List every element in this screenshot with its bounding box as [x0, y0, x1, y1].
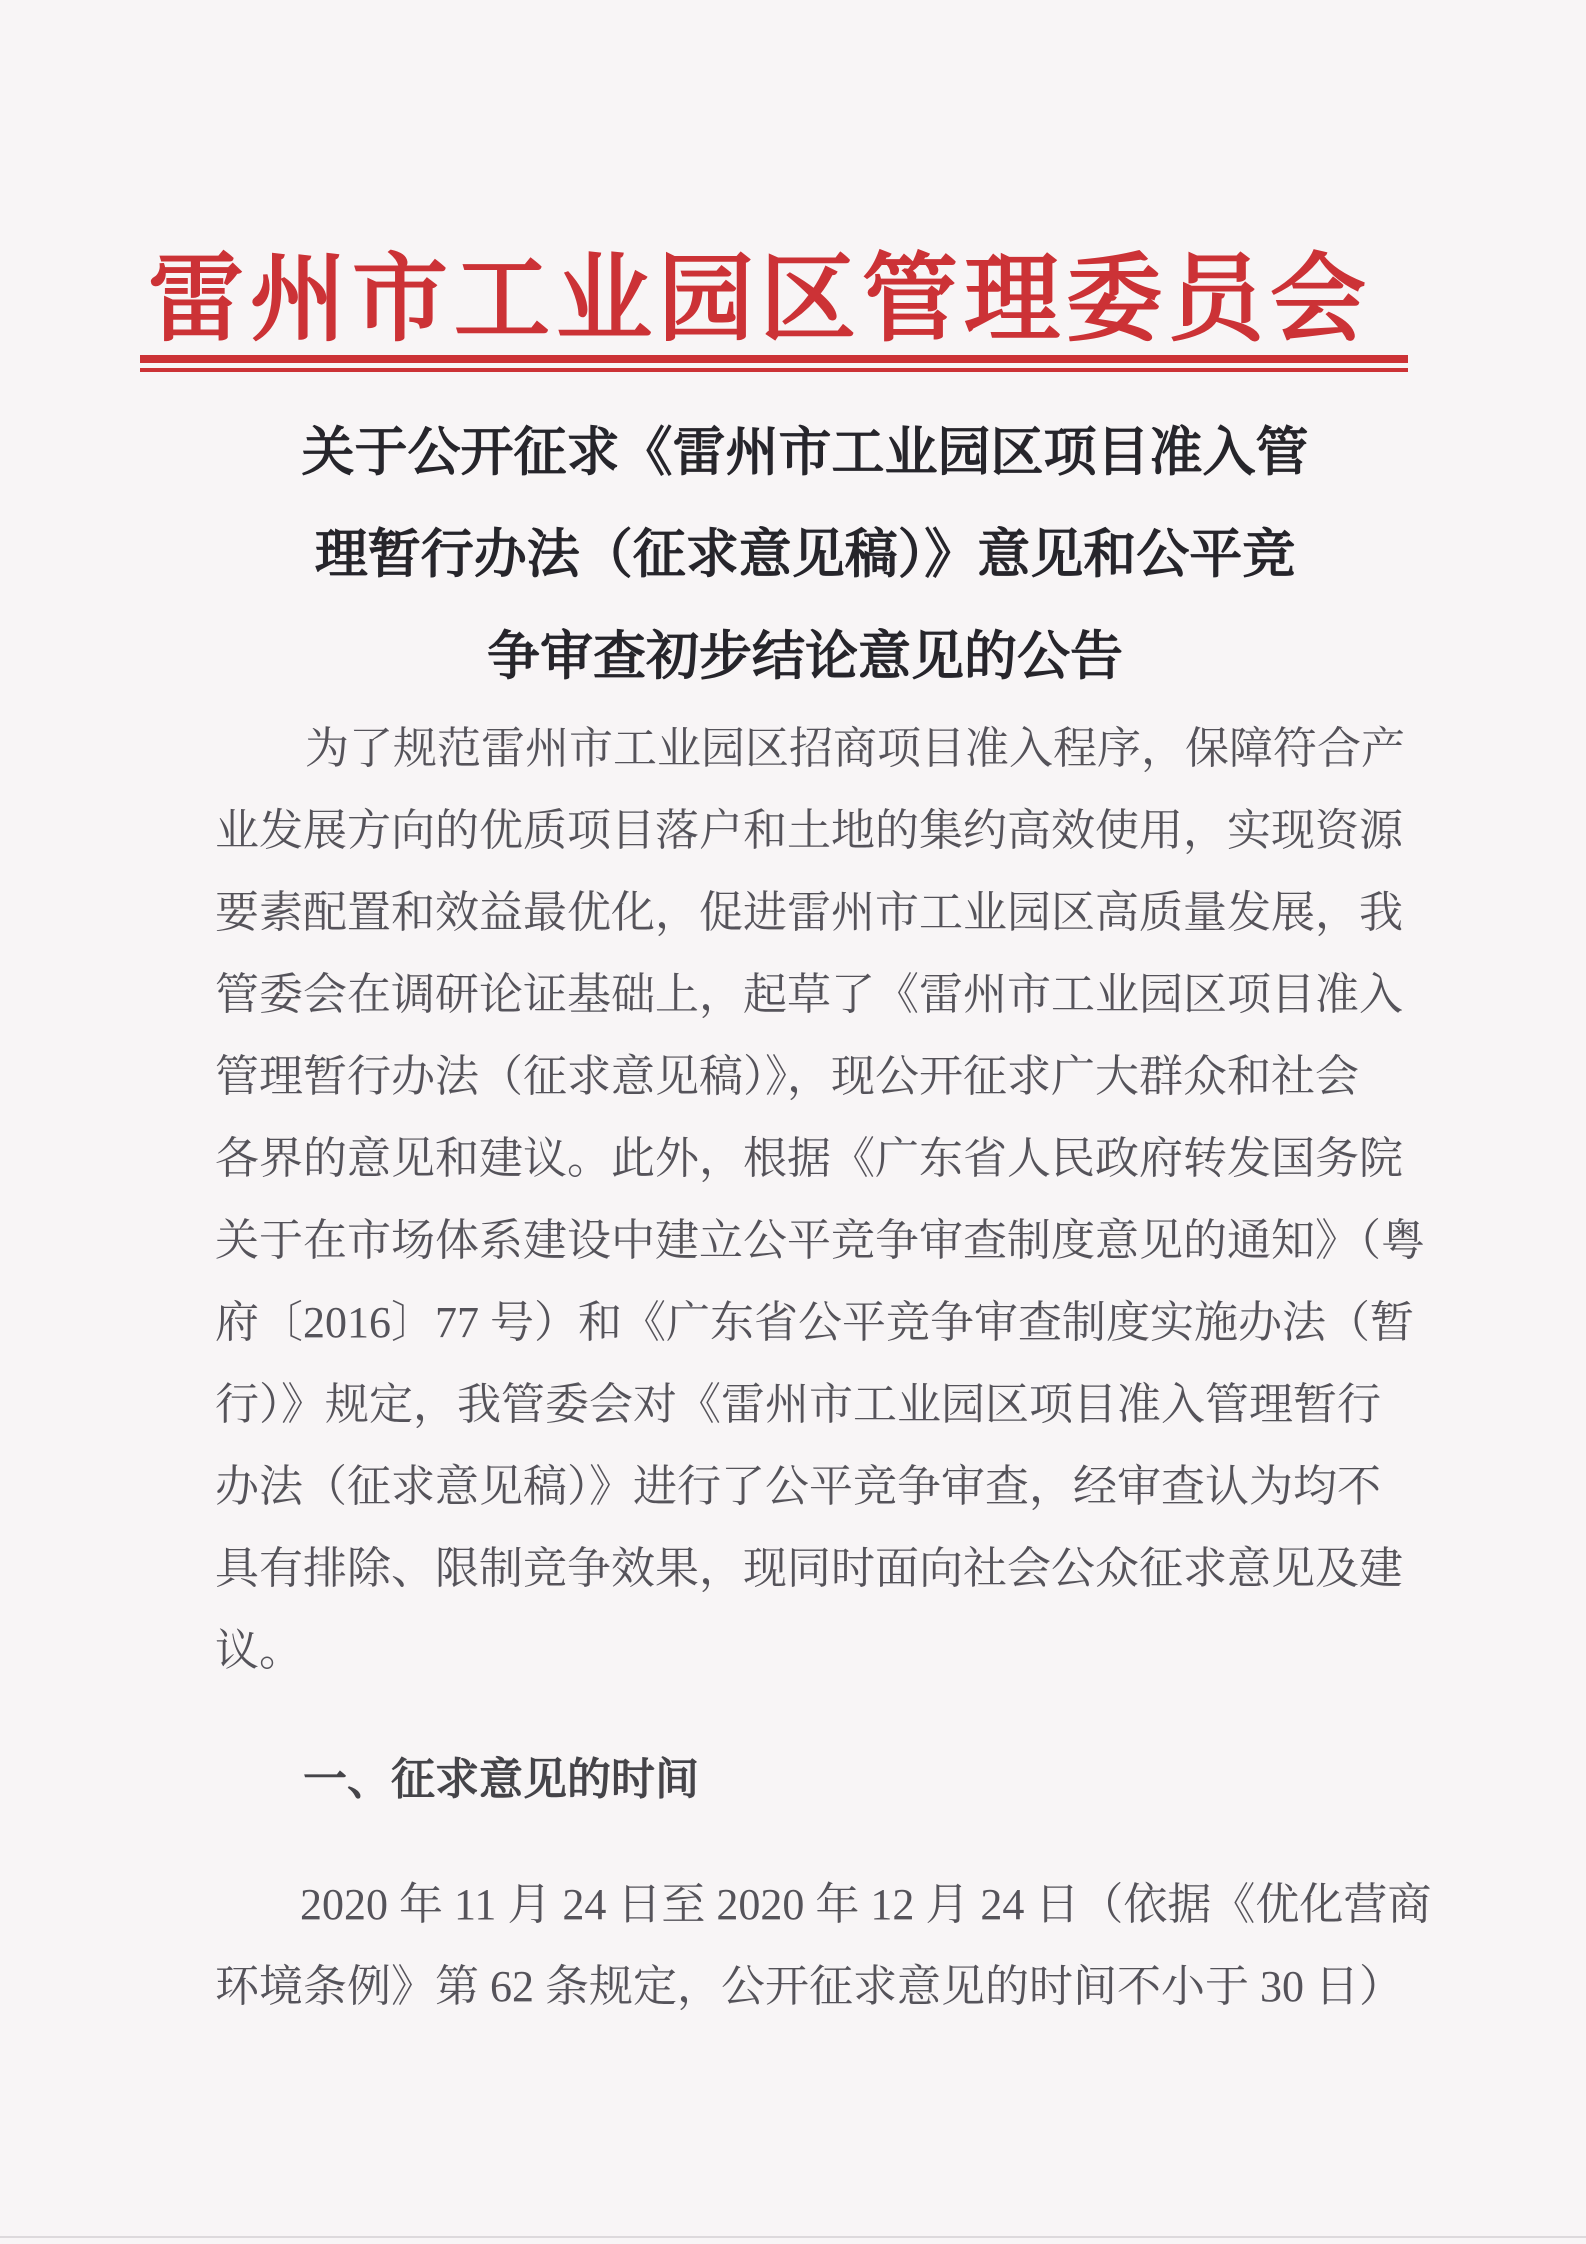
paragraph-line: 行）》规定，我管委会对《雷州市工业园区项目准入管理暂行	[215, 1380, 1381, 1429]
document-title	[215, 402, 1395, 708]
org-letterhead-title: 雷州市工业园区管理委员会	[148, 246, 1372, 353]
letterhead-rule-thin	[140, 368, 1408, 372]
document-title-line: 争审查初步结论意见的公告	[487, 628, 1123, 686]
paragraph-line: 关于在市场体系建设中建立公平竞争审查制度意见的通知》（粤	[215, 1216, 1425, 1265]
paragraph-line: 府〔2016〕77 号）和《广东省公平竞争审查制度实施办法（暂	[215, 1298, 1414, 1347]
body-paragraph-2	[215, 1864, 1432, 2028]
scanner-bottom-edge	[0, 2236, 1586, 2238]
paragraph-line: 具有排除、限制竞争效果，现同时面向社会公众征求意见及建	[215, 1544, 1403, 1593]
paragraph-line: 议。	[215, 1626, 303, 1675]
document-title-line: 关于公开征求《雷州市工业园区项目准入管	[301, 424, 1309, 482]
document-title-line: 理暂行办法（征求意见稿）》意见和公平竞	[314, 526, 1296, 584]
paragraph-line: 要素配置和效益最优化，促进雷州市工业园区高质量发展，我	[215, 888, 1403, 937]
letterhead-rule-thick	[140, 355, 1408, 363]
paragraph-line: 管理暂行办法（征求意见稿）》，现公开征求广大群众和社会	[215, 1052, 1359, 1101]
paragraph-line: 办法（征求意见稿）》进行了公平竞争审查，经审查认为均不	[215, 1462, 1381, 1511]
paragraph-line: 业发展方向的优质项目落户和土地的集约高效使用，实现资源	[215, 806, 1403, 855]
paragraph-line: 2020 年 11 月 24 日至 2020 年 12 月 24 日（依据《优化营商	[300, 1880, 1432, 1929]
paragraph-line: 环境条例》第 62 条规定，公开征求意见的时间不小于 30 日）	[215, 1962, 1403, 2011]
body-paragraph-1	[215, 708, 1425, 1692]
paragraph-line: 为了规范雷州市工业园区招商项目准入程序，保障符合产	[305, 724, 1405, 773]
paragraph-line: 各界的意见和建议。此外，根据《广东省人民政府转发国务院	[215, 1134, 1403, 1183]
paragraph-line: 管委会在调研论证基础上，起草了《雷州市工业园区项目准入	[215, 970, 1403, 1019]
section-heading-1: 一、征求意见的时间	[303, 1755, 699, 1804]
